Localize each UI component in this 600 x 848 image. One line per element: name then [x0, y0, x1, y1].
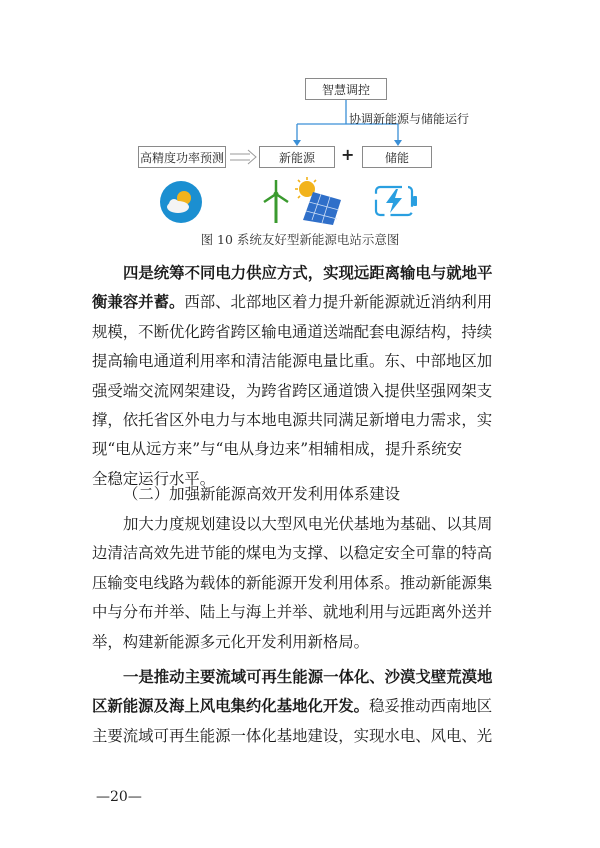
weather-icon: [159, 180, 203, 224]
text-line: 全稳定运行水平。: [92, 469, 216, 488]
plus-sign: +: [341, 145, 355, 164]
new-energy-box: 新能源: [259, 146, 335, 168]
text-line: [92, 692, 508, 721]
text: 西部、北部地区着力提升新能源就近消纳利用: [184, 293, 493, 312]
bold-text: 一是推动主要流域可再生能源一体化、沙漠戈壁荒漠地: [123, 668, 493, 686]
coordinate-label: 协调新能源与储能运行: [349, 112, 470, 126]
text-line: 撑，依托省区外电力与本地电源共同满足新增电力需求，实: [92, 411, 493, 430]
battery-charging-icon: [374, 183, 420, 219]
text-line: [92, 288, 508, 317]
text-line: 边清洁高效先进节能的煤电为支撑、以稳定安全可靠的特高: [92, 544, 493, 563]
section-heading: （二）加强新能源高效开发利用体系建设: [123, 485, 401, 503]
storage-box: 储能: [362, 146, 432, 168]
forecast-box: 高精度功率预测: [138, 146, 226, 168]
text: 稳妥推动西南地区: [369, 697, 493, 716]
text-line: 规模，不断优化跨省跨区输电通道送端配套电源结构，持续: [92, 322, 493, 341]
page-number: —20—: [96, 789, 142, 805]
figure-caption: 图 10 系统友好型新能源电站示意图: [200, 232, 400, 247]
bold-text: 衡兼容并蓄。: [92, 293, 185, 312]
text-line: [92, 663, 508, 692]
text-line: 中与分布并举、陆上与海上并举、就地利用与远距离外送并: [92, 603, 493, 622]
text-line: 提高输电通道利用率和清洁能源电量比重。东、中部地区加: [92, 352, 493, 371]
system-diagram: [0, 0, 600, 260]
paragraph-supply-methods: [92, 259, 508, 494]
text-line: 强受端交流网架建设，为跨省跨区通道馈入提供坚强网架支: [92, 381, 493, 400]
wind-turbine-icon: [262, 178, 290, 224]
text-line: 现“电从远方来”与“电从身边来”相辅相成，提升系统安: [92, 440, 463, 459]
text-line: 加大力度规划建设以大型风电光伏基地为基础、以其周: [123, 515, 493, 533]
text-line: [92, 259, 508, 288]
text-line: 压输变电线路为载体的新能源开发利用体系。推动新能源集: [92, 573, 493, 592]
text-line: 主要流域可再生能源一体化基地建设，实现水电、风电、光: [92, 726, 493, 745]
paragraph-system-building: [92, 510, 508, 657]
bold-text: 四是统筹不同电力供应方式，实现远距离输电与就地平: [123, 264, 493, 282]
solar-panel-icon: [293, 176, 343, 226]
bold-text: 区新能源及海上风电集约化基地化开发。: [92, 697, 370, 716]
smart-control-box: 智慧调控: [305, 78, 387, 100]
text-line: 举，构建新能源多元化开发利用新格局。: [92, 632, 370, 651]
paragraph-base-development: [92, 663, 508, 751]
